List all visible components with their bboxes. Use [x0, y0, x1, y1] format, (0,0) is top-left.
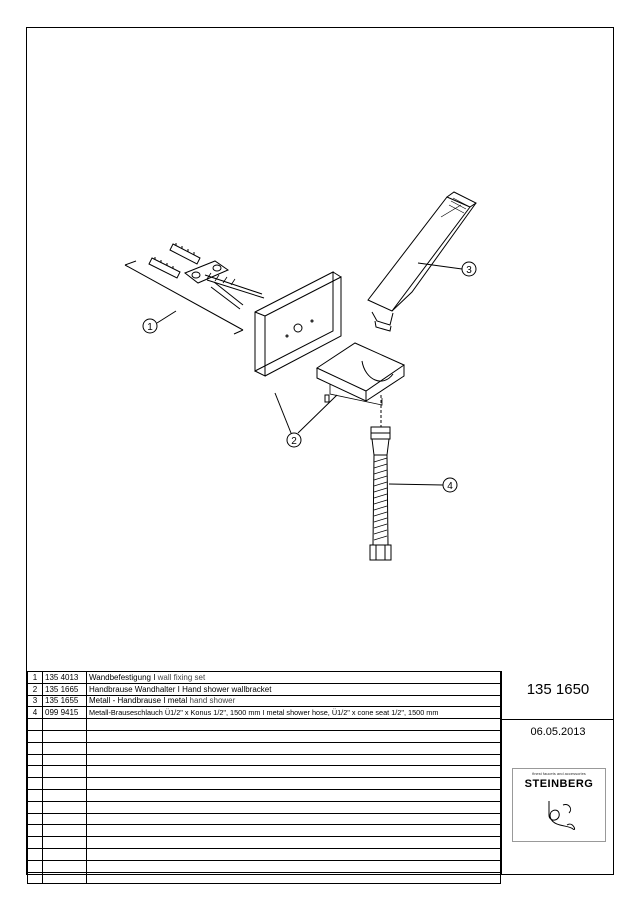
parts-list-table [27, 671, 501, 884]
table-row-empty [28, 872, 501, 884]
table-row-empty [28, 754, 501, 766]
table-row-empty [28, 825, 501, 837]
part-position: 1 [28, 672, 43, 684]
table-row-empty [28, 813, 501, 825]
part-description: Metall-Brauseschlauch Ü1/2" x Konus 1/2", 1500 mm I metal shower hose, Ü1/2" x cone seat 1/2", 1500 mm [87, 707, 501, 719]
table-row-empty [28, 848, 501, 860]
table-row [28, 707, 501, 719]
logo-tagline: finest faucets and accessories [532, 771, 586, 776]
table-row-empty [28, 801, 501, 813]
table-row-empty [28, 730, 501, 742]
callout-1: 1 [147, 322, 153, 333]
table-row-empty [28, 719, 501, 731]
table-row [28, 672, 501, 684]
table-row [28, 695, 501, 707]
callout-2: 2 [291, 436, 297, 447]
table-row-empty [28, 860, 501, 872]
article-number: 135 1650 [526, 681, 590, 698]
table-row-empty [28, 789, 501, 801]
logo-mark-icon [543, 799, 579, 835]
part-position: 3 [28, 695, 43, 707]
table-row-empty [28, 742, 501, 754]
part-description: Metall - Handbrause I metal hand shower [87, 695, 501, 707]
callout-4: 4 [447, 481, 453, 492]
part-number: 099 9415 [43, 707, 87, 719]
part-position: 2 [28, 683, 43, 695]
divider [502, 719, 614, 720]
part-description: Wandbefestigung I wall fixing set [87, 672, 501, 684]
table-row [28, 683, 501, 695]
drawing-date: 06.05.2013 [530, 726, 586, 738]
title-block [501, 671, 614, 874]
logo-wordmark: STEINBERG [524, 778, 594, 790]
wall-holder [317, 343, 404, 405]
part-number: 135 4013 [43, 672, 87, 684]
callout-3: 3 [466, 265, 472, 276]
part-number: 135 1655 [43, 695, 87, 707]
hand-shower [368, 192, 476, 331]
table-row-empty [28, 837, 501, 849]
table-row-empty [28, 778, 501, 790]
part-description: Handbrause Wandhalter I Hand shower wallbracket [87, 683, 501, 695]
part-position: 4 [28, 707, 43, 719]
brand-logo [512, 768, 606, 842]
table-row-empty [28, 766, 501, 778]
part-number: 135 1665 [43, 683, 87, 695]
shower-hose [370, 427, 391, 560]
